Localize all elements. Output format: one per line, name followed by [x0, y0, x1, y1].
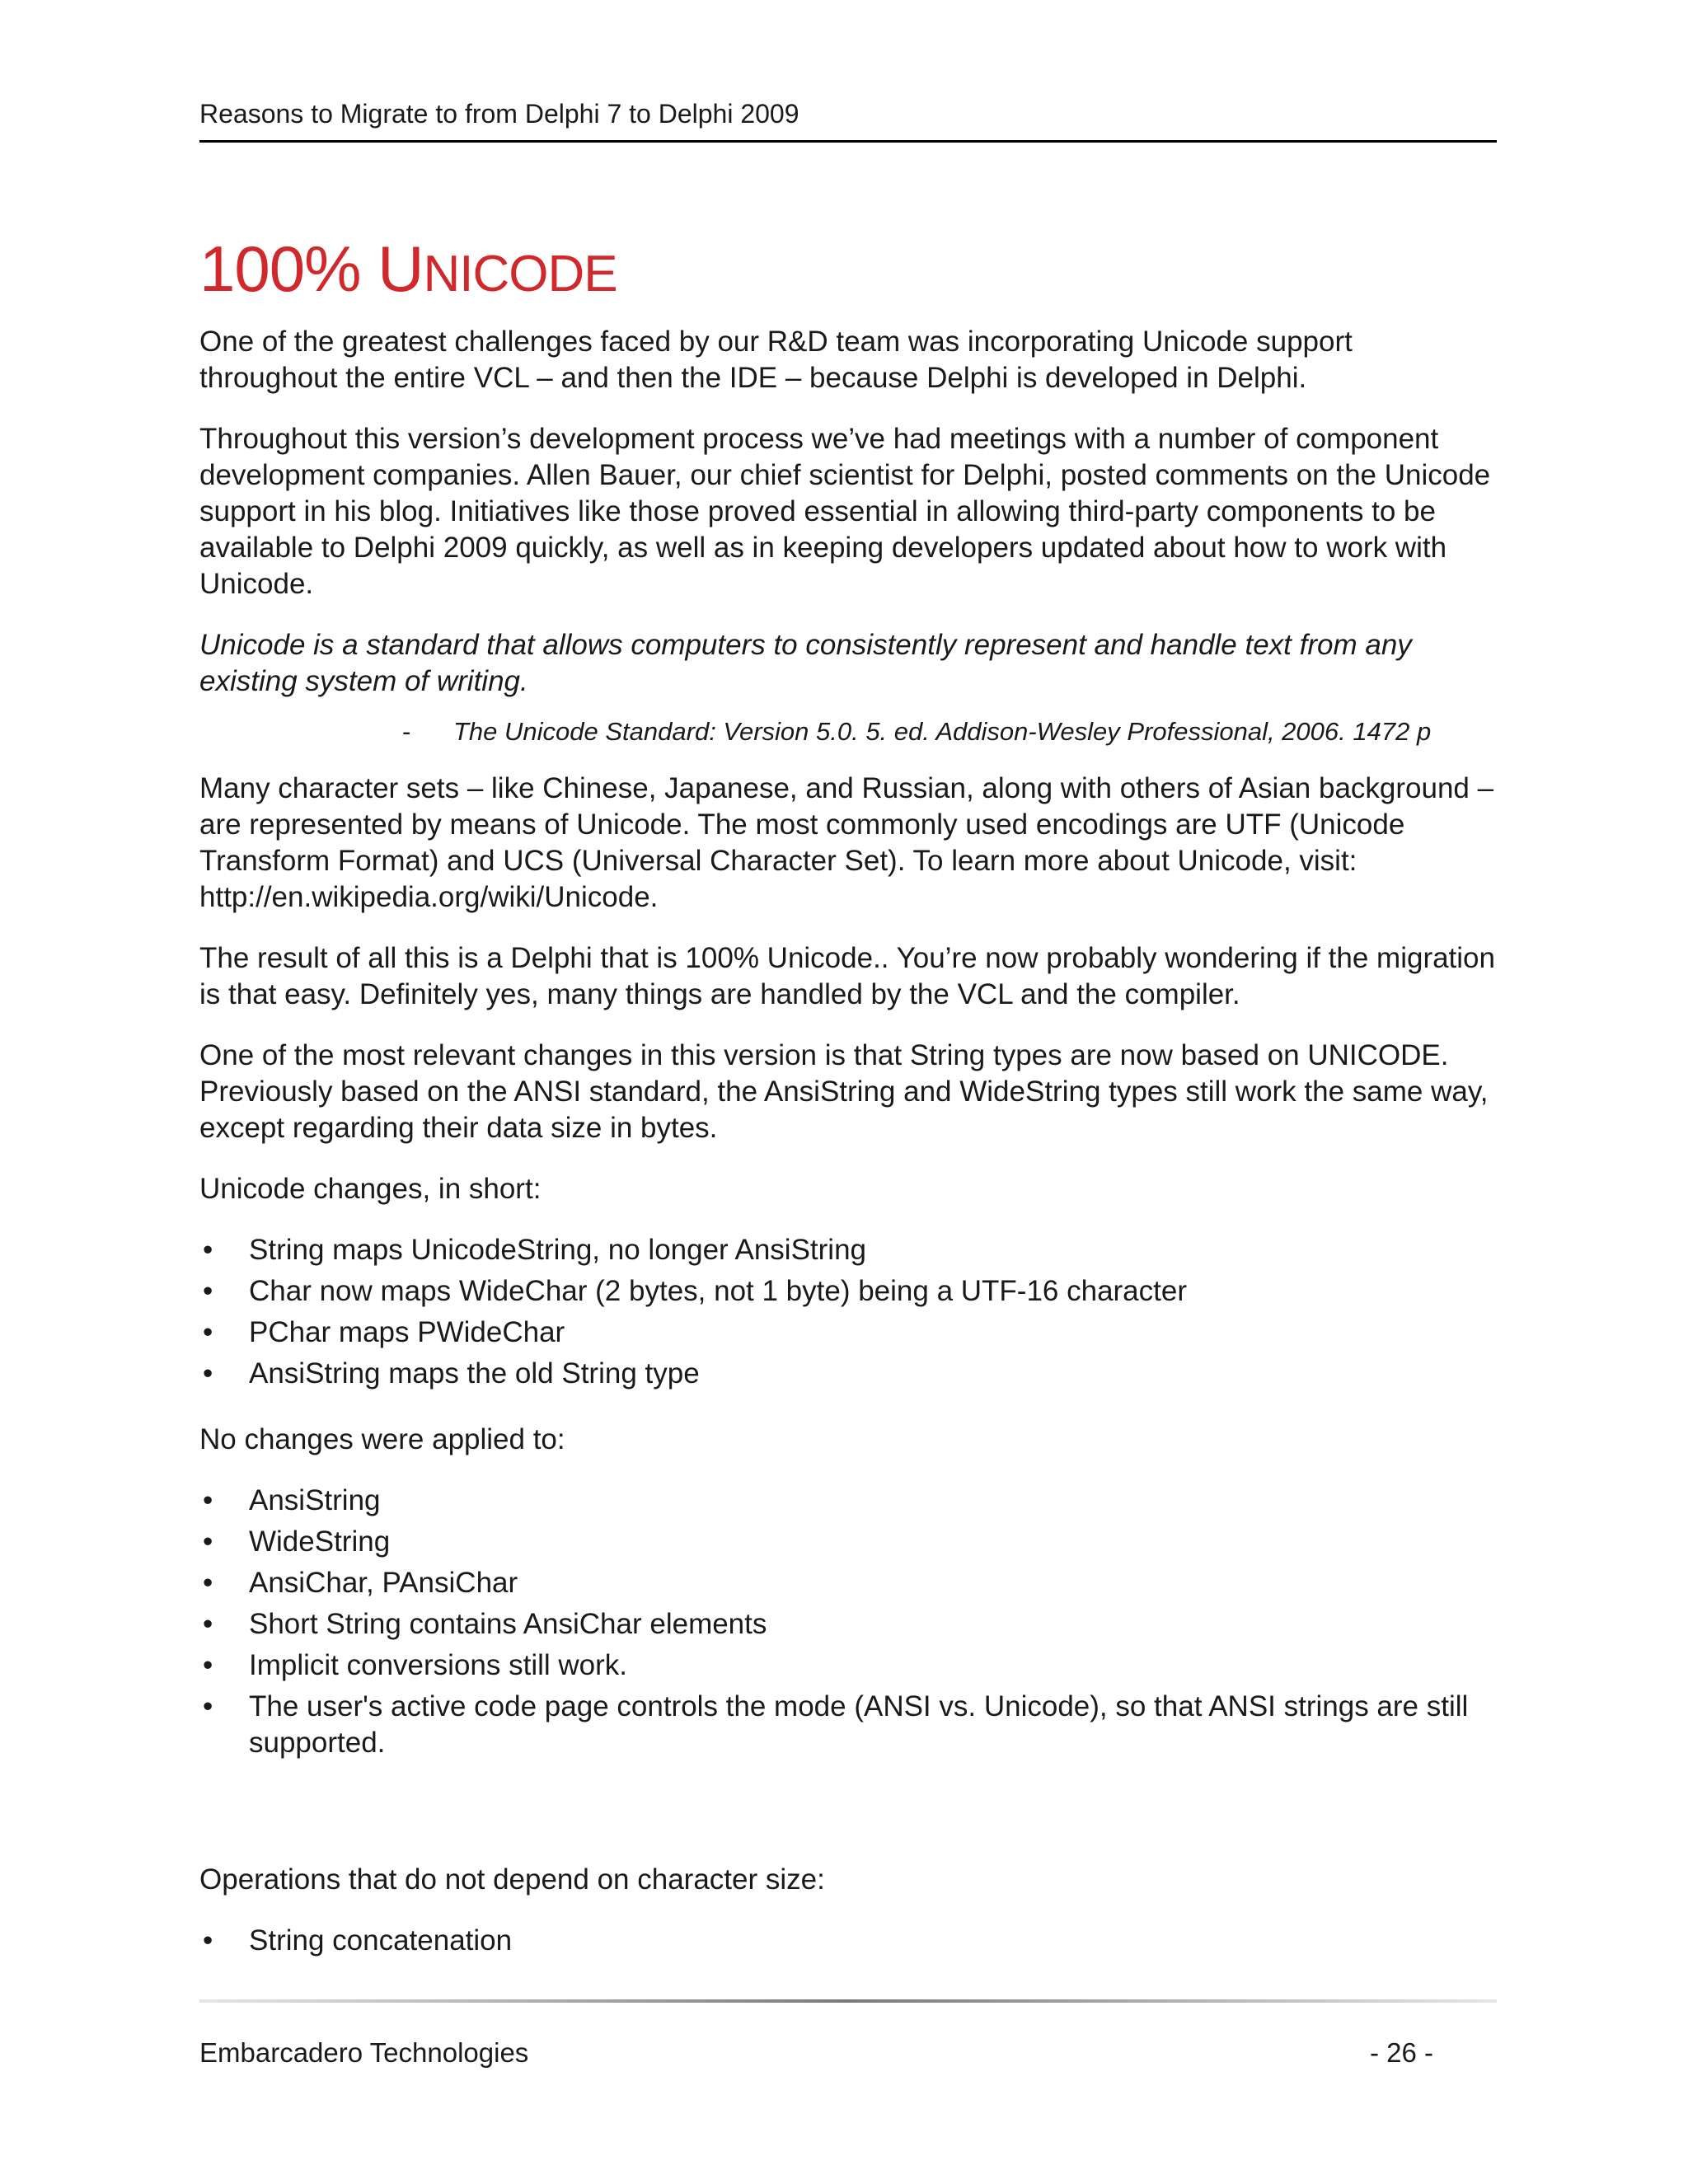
- list-item-text: Short String contains AnsiChar elements: [249, 1608, 767, 1640]
- no-changes-list: [199, 1483, 1497, 1761]
- section-title-rest: NICODE: [423, 246, 617, 302]
- running-header: Reasons to Migrate to from Delphi 7 to Delphi 2009: [199, 99, 799, 129]
- list-item-text: Char now maps WideChar (2 bytes, not 1 byte) being a UTF-16 character: [249, 1275, 1187, 1307]
- paragraph-development: Throughout this version’s development process we’ve had meetings with a number of component development companies. Allen Bauer, our chief scientist for Delphi, posted comments on the Unicode support in his blog. Initiatives like those proved essential in allowing third-party components to be available to Delphi 2009 quickly, as well as in keeping developers updated about how to work with Unicode.: [199, 423, 1491, 600]
- list-item: [199, 1273, 1497, 1310]
- bullet-icon: •: [203, 1924, 213, 1957]
- citation-text: The Unicode Standard: Version 5.0. 5. ed. Addison-Wesley Professional, 2006. 1472 p: [453, 717, 1432, 746]
- definition-quote: Unicode is a standard that allows computers to consistently represent and handle text from any existing system of writing.: [199, 629, 1412, 697]
- paragraph-result: The result of all this is a Delphi that is 100% Unicode.. You’re now probably wondering if the migration is that easy. Definitely yes, many things are handled by the VCL and the compiler.: [199, 942, 1495, 1010]
- list-item: [199, 1315, 1497, 1351]
- no-changes-intro: No changes were applied to:: [199, 1423, 565, 1455]
- list-item-text: PChar maps PWideChar: [249, 1316, 565, 1348]
- citation: [199, 715, 1497, 749]
- footer-page-number: - 26 -: [1370, 2037, 1434, 2068]
- list-item: [199, 1689, 1497, 1761]
- list-item: [199, 1524, 1497, 1560]
- bullet-icon: •: [203, 1526, 213, 1558]
- list-item-text: The user's active code page controls the mode (ANSI vs. Unicode), so that ANSI strings are still supported.: [249, 1690, 1469, 1759]
- operations-list: [199, 1923, 1497, 1959]
- section-title-prefix: 100% U: [199, 232, 424, 305]
- bullet-icon: •: [203, 1608, 213, 1640]
- list-item-text: Implicit conversions still work.: [249, 1649, 627, 1681]
- bullet-icon: •: [203, 1275, 213, 1307]
- list-item-text: AnsiString maps the old String type: [249, 1357, 700, 1390]
- spacer: [199, 1791, 1497, 1862]
- changes-intro: Unicode changes, in short:: [199, 1173, 542, 1205]
- bullet-icon: •: [203, 1484, 213, 1516]
- list-item-text: WideString: [249, 1526, 391, 1558]
- list-item-text: AnsiString: [249, 1484, 381, 1516]
- section-title: [199, 229, 1497, 314]
- bullet-icon: •: [203, 1316, 213, 1348]
- bullet-icon: •: [203, 1234, 213, 1266]
- list-item: [199, 1356, 1497, 1392]
- bullet-icon: •: [203, 1357, 213, 1390]
- page-content: [199, 229, 1497, 1989]
- paragraph-charsets: Many character sets – like Chinese, Japanese, and Russian, along with others of Asian background – are represented by means of Unicode. The most commonly used encodings are UTF (Unicode Transform Format) and UCS (Universal Character Set). To learn more about Unicode, visit: http://en.wikipedia.org/wiki/Unicode.: [199, 772, 1494, 913]
- list-item: [199, 1232, 1497, 1268]
- bullet-icon: •: [203, 1567, 213, 1599]
- operations-intro: Operations that do not depend on character size:: [199, 1863, 825, 1896]
- list-item-text: String maps UnicodeString, no longer AnsiString: [249, 1234, 867, 1266]
- bullet-icon: •: [203, 1690, 213, 1722]
- citation-dash: -: [402, 717, 411, 746]
- document-page: [199, 0, 1497, 2184]
- footer-rule: [199, 1999, 1497, 2003]
- paragraph-string-types: One of the most relevant changes in this version is that String types are now based on UNICODE. Previously based on the ANSI standard, the AnsiString and WideString types still work the same way, except regarding their data size in bytes.: [199, 1039, 1489, 1144]
- list-item: [199, 1923, 1497, 1959]
- list-item: [199, 1483, 1497, 1519]
- list-item: [199, 1565, 1497, 1601]
- list-item-text: String concatenation: [249, 1924, 513, 1957]
- list-item: [199, 1606, 1497, 1643]
- header-rule: [199, 140, 1497, 143]
- bullet-icon: •: [203, 1649, 213, 1681]
- footer-company: Embarcadero Technologies: [199, 2037, 529, 2068]
- paragraph-intro: One of the greatest challenges faced by our R&D team was incorporating Unicode support throughout the entire VCL – and then the IDE – because Delphi is developed in Delphi.: [199, 326, 1353, 394]
- list-item-text: AnsiChar, PAnsiChar: [249, 1567, 518, 1599]
- list-item: [199, 1647, 1497, 1684]
- changes-list: [199, 1232, 1497, 1392]
